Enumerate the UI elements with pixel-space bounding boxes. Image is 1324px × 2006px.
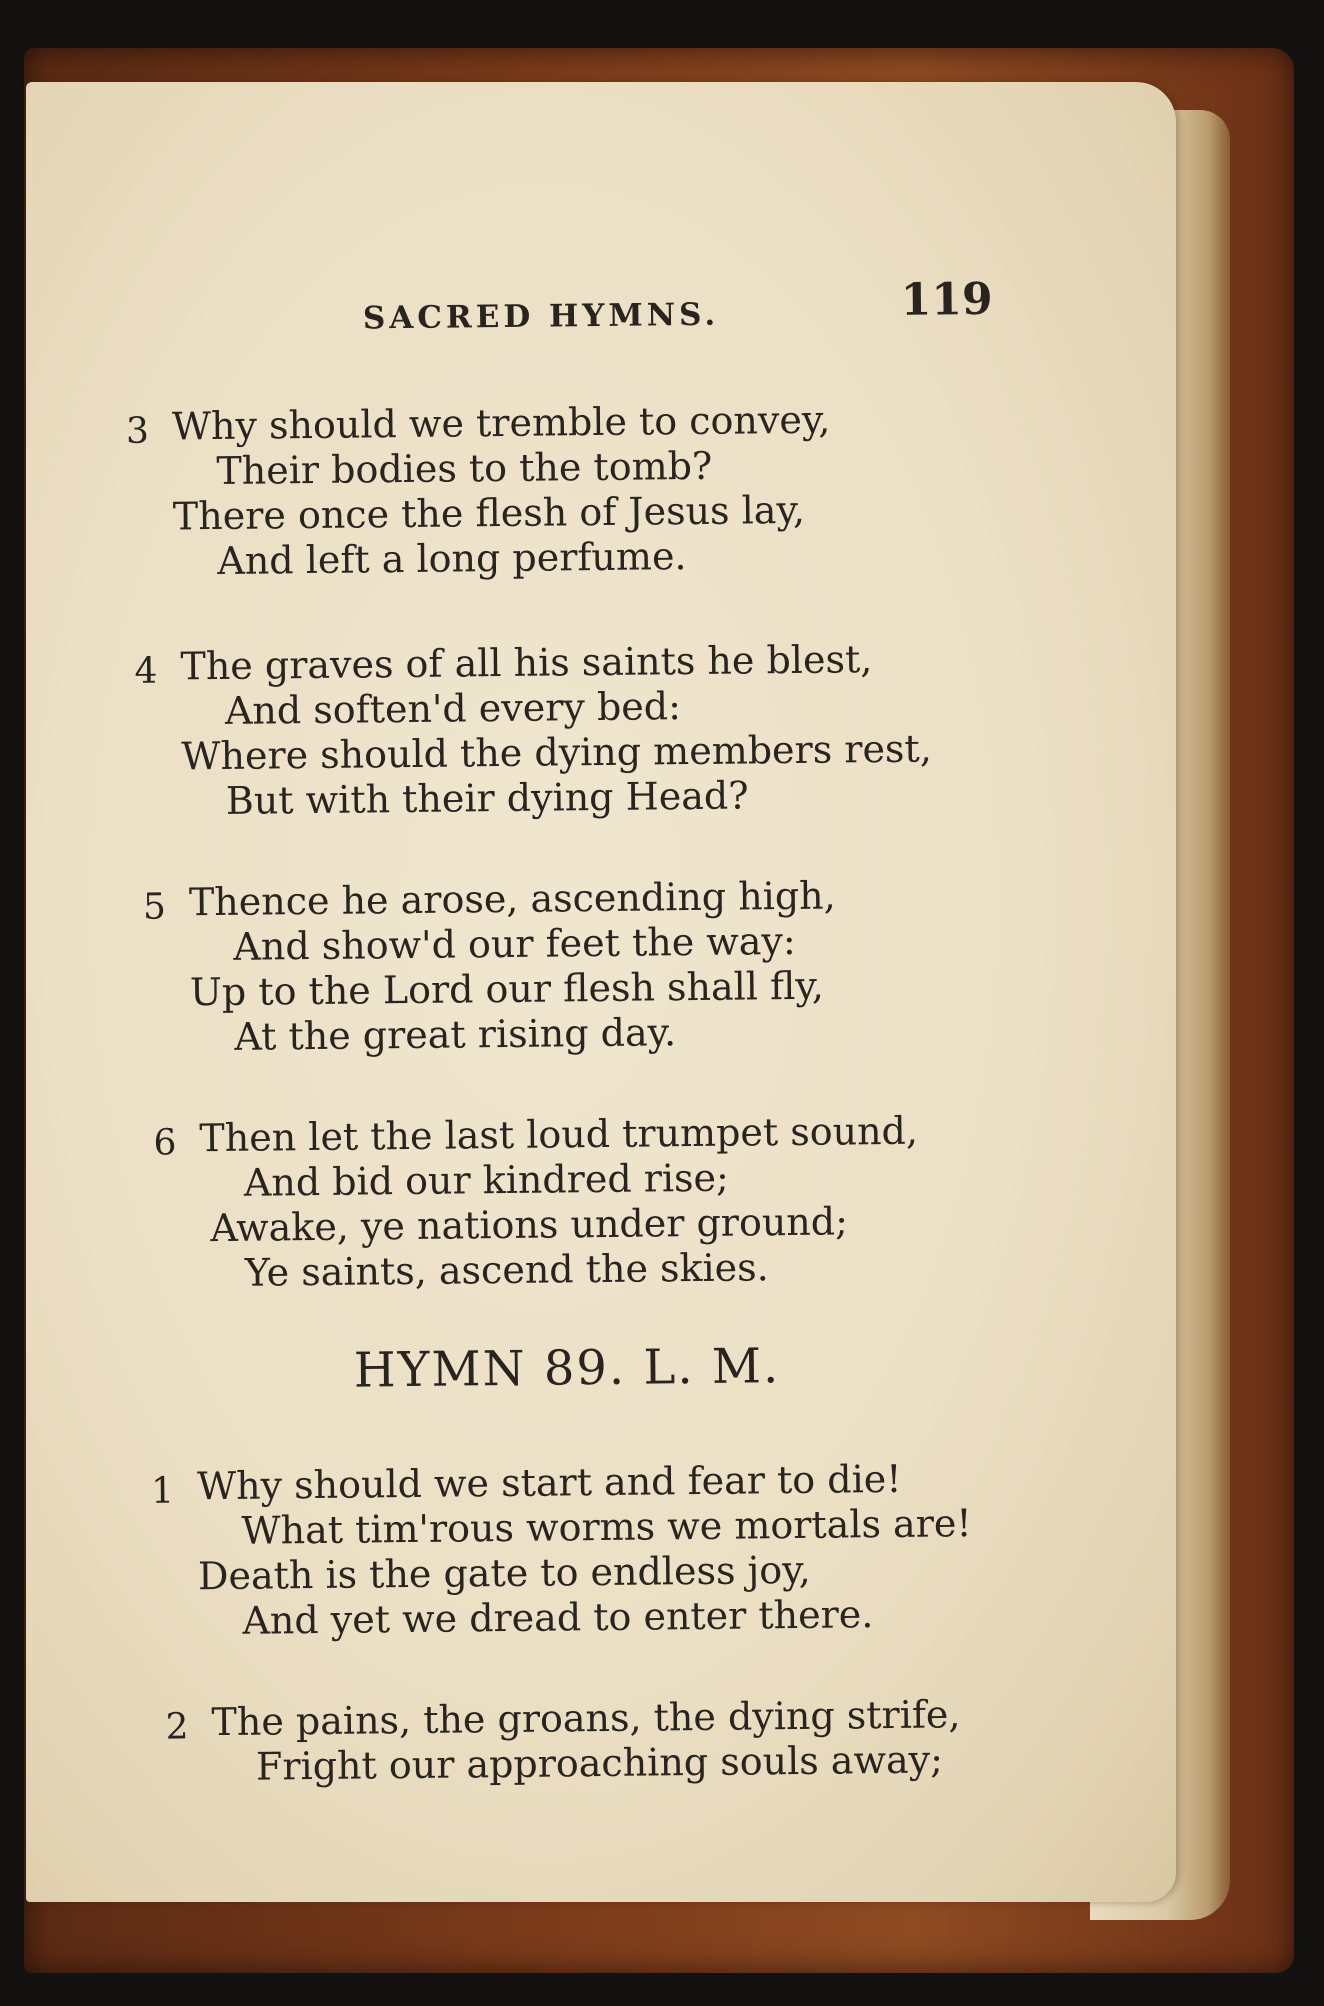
verse-line: Thence he arose, ascending high,	[188, 873, 836, 925]
verse-line: Death is the gate to endless joy,	[197, 1547, 811, 1599]
verse-line: Why should we tremble to convey,	[171, 397, 831, 449]
verse-line: There once the flesh of Jesus lay,	[172, 487, 806, 539]
verse-line: And yet we dread to enter there.	[242, 1592, 874, 1643]
verse-line: Where should the dying members rest,	[181, 726, 933, 779]
verse-line: And show'd our feet the way:	[233, 918, 796, 969]
verse-line: At the great rising day.	[234, 1010, 677, 1059]
hymn-89-verse-1	[151, 1456, 973, 1645]
verse-line: Why should we start and fear to die!	[196, 1456, 902, 1509]
verse-number: 2	[165, 1706, 189, 1748]
verse-4	[134, 637, 932, 825]
running-head: SACRED HYMNS.	[362, 296, 720, 337]
verse-number: 5	[142, 886, 167, 928]
verse-line: The pains, the groans, the dying strife,	[211, 1692, 961, 1745]
verse-line: The graves of all his saints he blest,	[180, 637, 873, 689]
verse-5	[143, 874, 838, 1061]
verse-number: 1	[150, 1470, 175, 1512]
verse-line: Fright our approaching souls away;	[255, 1737, 944, 1789]
verse-number: 3	[125, 410, 150, 452]
verse-line: And left a long perfume.	[217, 534, 687, 583]
verse-line: And bid our kindred rise;	[243, 1155, 730, 1205]
verse-3	[126, 398, 832, 585]
verse-line: But with their dying Head?	[225, 773, 749, 823]
verse-6	[153, 1109, 919, 1297]
verse-line: What tim'rous worms we mortals are!	[241, 1501, 972, 1553]
verse-line: Their bodies to the tomb?	[216, 443, 713, 493]
verse-line: And soften'd every bed:	[224, 684, 682, 733]
verse-line: Ye saints, ascend the skies.	[244, 1245, 769, 1295]
hymn-heading: HYMN 89. L. M.	[353, 1338, 781, 1399]
hymn-89-verse-2	[165, 1692, 961, 1790]
verse-line: Then let the last loud trumpet sound,	[199, 1108, 919, 1161]
verse-number: 4	[134, 650, 158, 692]
verse-line: Awake, ye nations under ground;	[210, 1199, 849, 1251]
page-number: 119	[900, 273, 993, 326]
verse-line: Up to the Lord our flesh shall fly,	[189, 963, 825, 1015]
verse-number: 6	[153, 1122, 177, 1164]
